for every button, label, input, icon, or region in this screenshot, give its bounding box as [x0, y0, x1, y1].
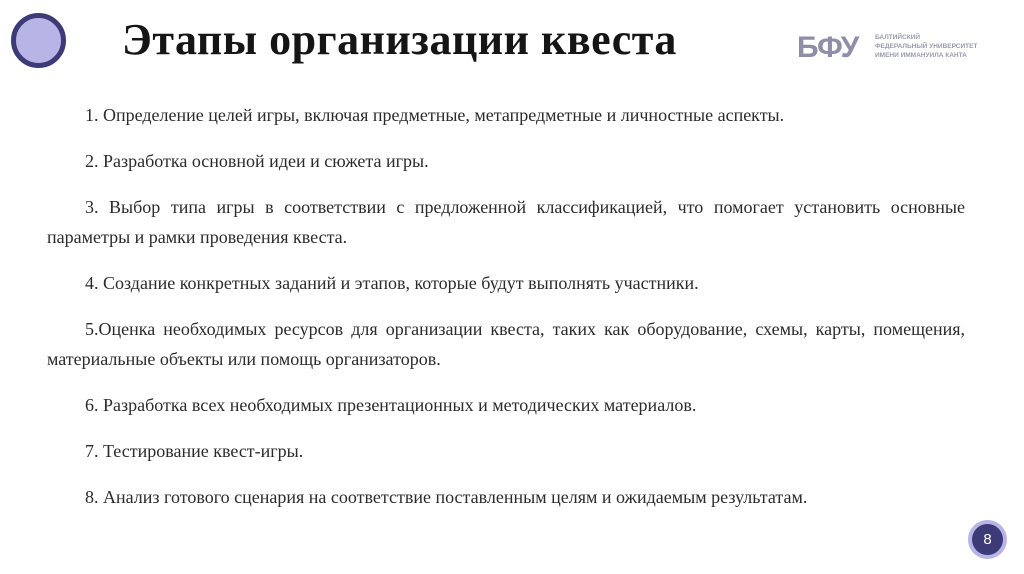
- list-item: 3. Выбор типа игры в соответствии с предложенной классификацией, что помогает установить основные параметры и рамки проведения квеста.: [47, 197, 965, 247]
- logo-line: ФЕДЕРАЛЬНЫЙ УНИВЕРСИТЕТ: [875, 43, 978, 50]
- list-item: 5.Оценка необходимых ресурсов для организации квеста, таких как оборудование, схемы, карты, помещения, материальные объекты или помощь организаторов.: [47, 319, 965, 369]
- decorative-circle: [11, 13, 66, 68]
- list-item: 2. Разработка основной идеи и сюжета игры.: [85, 151, 429, 171]
- list-item: 7. Тестирование квест-игры.: [85, 441, 304, 461]
- logo-line: ИМЕНИ ИММАНУИЛА КАНТА: [875, 52, 967, 59]
- logo-mark: БФУ: [797, 31, 859, 64]
- logo-line: БАЛТИЙСКИЙ: [875, 34, 921, 41]
- list-item: 4. Создание конкретных заданий и этапов, которые будут выполнять участники.: [85, 273, 699, 293]
- slide-content: [47, 100, 965, 512]
- page-number-badge: 8: [972, 524, 1003, 555]
- slide-title: Этапы организации квеста: [122, 15, 677, 64]
- list-item: 1. Определение целей игры, включая предметные, метапредметные и личностные аспекты.: [85, 105, 785, 125]
- list-item: 8. Анализ готового сценария на соответствие поставленным целям и ожидаемым результатам.: [85, 487, 808, 507]
- logo-text: [875, 33, 1015, 60]
- list-item: 6. Разработка всех необходимых презентационных и методических материалов.: [85, 395, 697, 415]
